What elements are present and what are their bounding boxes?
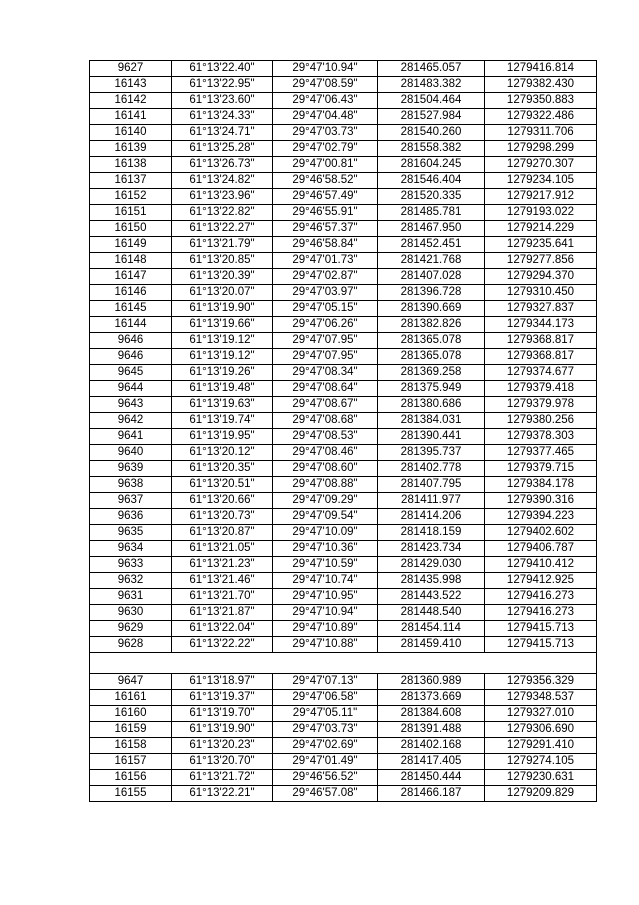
latitude-cell: 61°13'26.73" <box>172 157 273 173</box>
northing-cell: 1279368.817 <box>485 333 597 349</box>
table-row <box>90 381 597 397</box>
northing-cell: 1279277.856 <box>485 253 597 269</box>
easting-cell: 281452.451 <box>378 237 485 253</box>
latitude-cell: 61°13'18.97" <box>172 674 273 690</box>
table-row <box>90 301 597 317</box>
northing-cell: 1279348.537 <box>485 690 597 706</box>
northing-cell: 1279270.307 <box>485 157 597 173</box>
table-row <box>90 141 597 157</box>
point-id-cell: 9640 <box>90 445 172 461</box>
northing-cell: 1279230.631 <box>485 770 597 786</box>
longitude-cell: 29°47'01.49" <box>273 754 378 770</box>
point-id-cell: 16150 <box>90 221 172 237</box>
latitude-cell: 61°13'20.07" <box>172 285 273 301</box>
point-id-cell: 16137 <box>90 173 172 189</box>
table-row <box>90 365 597 381</box>
easting-cell: 281429.030 <box>378 557 485 573</box>
table-row <box>90 770 597 786</box>
northing-cell: 1279193.022 <box>485 205 597 221</box>
table-row <box>90 786 597 802</box>
northing-cell: 1279378.303 <box>485 429 597 445</box>
easting-cell: 281402.168 <box>378 738 485 754</box>
table-row <box>90 189 597 205</box>
table-row <box>90 237 597 253</box>
table-row <box>90 173 597 189</box>
easting-cell: 281384.031 <box>378 413 485 429</box>
point-id-cell: 16140 <box>90 125 172 141</box>
longitude-cell: 29°47'08.46" <box>273 445 378 461</box>
northing-cell: 1279294.370 <box>485 269 597 285</box>
latitude-cell: 61°13'25.28" <box>172 141 273 157</box>
latitude-cell: 61°13'19.66" <box>172 317 273 333</box>
point-id-cell: 9632 <box>90 573 172 589</box>
table-row <box>90 349 597 365</box>
latitude-cell: 61°13'24.33" <box>172 109 273 125</box>
easting-cell: 281396.728 <box>378 285 485 301</box>
latitude-cell: 61°13'20.70" <box>172 754 273 770</box>
longitude-cell: 29°46'55.91" <box>273 205 378 221</box>
easting-cell: 281360.989 <box>378 674 485 690</box>
northing-cell: 1279310.450 <box>485 285 597 301</box>
northing-cell: 1279394.223 <box>485 509 597 525</box>
point-id-cell: 9643 <box>90 397 172 413</box>
coordinates-table <box>89 60 597 802</box>
latitude-cell: 61°13'22.21" <box>172 786 273 802</box>
point-id-cell: 9645 <box>90 365 172 381</box>
northing-cell: 1279368.817 <box>485 349 597 365</box>
longitude-cell: 29°47'03.73" <box>273 125 378 141</box>
northing-cell: 1279306.690 <box>485 722 597 738</box>
point-id-cell: 9646 <box>90 333 172 349</box>
northing-cell: 1279311.706 <box>485 125 597 141</box>
northing-cell: 1279214.229 <box>485 221 597 237</box>
northing-cell: 1279217.912 <box>485 189 597 205</box>
northing-cell: 1279410.412 <box>485 557 597 573</box>
table-row <box>90 573 597 589</box>
northing-cell: 1279384.178 <box>485 477 597 493</box>
easting-cell: 281466.187 <box>378 786 485 802</box>
northing-cell: 1279402.602 <box>485 525 597 541</box>
table-row <box>90 637 597 653</box>
longitude-cell: 29°47'07.95" <box>273 333 378 349</box>
northing-cell: 1279379.978 <box>485 397 597 413</box>
point-id-cell: 9636 <box>90 509 172 525</box>
northing-cell: 1279377.465 <box>485 445 597 461</box>
longitude-cell: 29°47'02.87" <box>273 269 378 285</box>
longitude-cell: 29°46'57.37" <box>273 221 378 237</box>
latitude-cell: 61°13'20.66" <box>172 493 273 509</box>
latitude-cell: 61°13'19.12" <box>172 349 273 365</box>
longitude-cell: 29°47'06.43" <box>273 93 378 109</box>
northing-cell: 1279327.010 <box>485 706 597 722</box>
table-row <box>90 125 597 141</box>
longitude-cell: 29°47'08.34" <box>273 365 378 381</box>
table-row <box>90 477 597 493</box>
longitude-cell: 29°47'10.95" <box>273 589 378 605</box>
table-row <box>90 269 597 285</box>
point-id-cell: 9638 <box>90 477 172 493</box>
table-row <box>90 445 597 461</box>
northing-cell: 1279379.418 <box>485 381 597 397</box>
latitude-cell: 61°13'21.46" <box>172 573 273 589</box>
longitude-cell: 29°47'07.13" <box>273 674 378 690</box>
point-id-cell: 16143 <box>90 77 172 93</box>
coordinates-table-body <box>90 61 597 802</box>
latitude-cell: 61°13'23.96" <box>172 189 273 205</box>
table-row <box>90 525 597 541</box>
easting-cell: 281450.444 <box>378 770 485 786</box>
easting-cell: 281365.078 <box>378 349 485 365</box>
easting-cell: 281418.159 <box>378 525 485 541</box>
latitude-cell: 61°13'19.90" <box>172 722 273 738</box>
point-id-cell: 16157 <box>90 754 172 770</box>
easting-cell: 281375.949 <box>378 381 485 397</box>
latitude-cell: 61°13'20.23" <box>172 738 273 754</box>
northing-cell: 1279406.787 <box>485 541 597 557</box>
longitude-cell: 29°47'08.60" <box>273 461 378 477</box>
easting-cell: 281558.382 <box>378 141 485 157</box>
longitude-cell: 29°47'09.54" <box>273 509 378 525</box>
latitude-cell: 61°13'21.79" <box>172 237 273 253</box>
northing-cell: 1279380.256 <box>485 413 597 429</box>
table-row <box>90 674 597 690</box>
easting-cell: 281520.335 <box>378 189 485 205</box>
longitude-cell: 29°47'02.79" <box>273 141 378 157</box>
longitude-cell: 29°46'58.84" <box>273 237 378 253</box>
latitude-cell: 61°13'20.87" <box>172 525 273 541</box>
longitude-cell: 29°47'10.09" <box>273 525 378 541</box>
northing-cell: 1279374.677 <box>485 365 597 381</box>
latitude-cell: 61°13'19.37" <box>172 690 273 706</box>
table-row <box>90 413 597 429</box>
easting-cell: 281465.057 <box>378 61 485 77</box>
latitude-cell: 61°13'21.87" <box>172 605 273 621</box>
longitude-cell: 29°47'01.73" <box>273 253 378 269</box>
point-id-cell: 9635 <box>90 525 172 541</box>
longitude-cell: 29°46'57.08" <box>273 786 378 802</box>
longitude-cell: 29°47'09.29" <box>273 493 378 509</box>
easting-cell: 281448.540 <box>378 605 485 621</box>
northing-cell: 1279390.316 <box>485 493 597 509</box>
northing-cell: 1279412.925 <box>485 573 597 589</box>
table-row <box>90 493 597 509</box>
longitude-cell: 29°47'08.67" <box>273 397 378 413</box>
table-row <box>90 253 597 269</box>
point-id-cell: 16156 <box>90 770 172 786</box>
longitude-cell: 29°47'05.11" <box>273 706 378 722</box>
longitude-cell: 29°47'07.95" <box>273 349 378 365</box>
point-id-cell: 16139 <box>90 141 172 157</box>
latitude-cell: 61°13'19.90" <box>172 301 273 317</box>
latitude-cell: 61°13'20.85" <box>172 253 273 269</box>
latitude-cell: 61°13'19.74" <box>172 413 273 429</box>
latitude-cell: 61°13'19.48" <box>172 381 273 397</box>
table-row <box>90 205 597 221</box>
longitude-cell: 29°47'10.94" <box>273 61 378 77</box>
easting-cell: 281402.778 <box>378 461 485 477</box>
easting-cell: 281527.984 <box>378 109 485 125</box>
table-row <box>90 690 597 706</box>
latitude-cell: 61°13'23.60" <box>172 93 273 109</box>
easting-cell: 281380.686 <box>378 397 485 413</box>
point-id-cell: 9642 <box>90 413 172 429</box>
point-id-cell: 9637 <box>90 493 172 509</box>
longitude-cell: 29°47'10.59" <box>273 557 378 573</box>
latitude-cell: 61°13'22.22" <box>172 637 273 653</box>
latitude-cell: 61°13'21.05" <box>172 541 273 557</box>
northing-cell: 1279416.273 <box>485 605 597 621</box>
easting-cell: 281485.781 <box>378 205 485 221</box>
latitude-cell: 61°13'19.63" <box>172 397 273 413</box>
point-id-cell: 16152 <box>90 189 172 205</box>
table-row <box>90 285 597 301</box>
latitude-cell: 61°13'20.35" <box>172 461 273 477</box>
northing-cell: 1279291.410 <box>485 738 597 754</box>
northing-cell: 1279415.713 <box>485 637 597 653</box>
easting-cell: 281504.464 <box>378 93 485 109</box>
easting-cell: 281435.998 <box>378 573 485 589</box>
longitude-cell: 29°46'58.52" <box>273 173 378 189</box>
easting-cell: 281373.669 <box>378 690 485 706</box>
longitude-cell: 29°47'08.53" <box>273 429 378 445</box>
table-row <box>90 317 597 333</box>
longitude-cell: 29°47'04.48" <box>273 109 378 125</box>
table-row <box>90 77 597 93</box>
longitude-cell: 29°47'10.36" <box>273 541 378 557</box>
latitude-cell: 61°13'19.12" <box>172 333 273 349</box>
point-id-cell: 16148 <box>90 253 172 269</box>
point-id-cell: 9646 <box>90 349 172 365</box>
point-id-cell: 16138 <box>90 157 172 173</box>
point-id-cell: 16145 <box>90 301 172 317</box>
easting-cell: 281369.258 <box>378 365 485 381</box>
easting-cell: 281390.441 <box>378 429 485 445</box>
easting-cell: 281467.950 <box>378 221 485 237</box>
point-id-cell: 16161 <box>90 690 172 706</box>
table-row <box>90 429 597 445</box>
latitude-cell: 61°13'21.23" <box>172 557 273 573</box>
point-id-cell: 16146 <box>90 285 172 301</box>
longitude-cell: 29°47'10.89" <box>273 621 378 637</box>
table-row <box>90 541 597 557</box>
northing-cell: 1279416.814 <box>485 61 597 77</box>
easting-cell: 281459.410 <box>378 637 485 653</box>
table-row <box>90 706 597 722</box>
table-row <box>90 61 597 77</box>
easting-cell: 281384.608 <box>378 706 485 722</box>
northing-cell: 1279274.105 <box>485 754 597 770</box>
table-row <box>90 93 597 109</box>
latitude-cell: 61°13'22.82" <box>172 205 273 221</box>
northing-cell: 1279356.329 <box>485 674 597 690</box>
easting-cell: 281411.977 <box>378 493 485 509</box>
latitude-cell: 61°13'22.40" <box>172 61 273 77</box>
easting-cell: 281421.768 <box>378 253 485 269</box>
latitude-cell: 61°13'20.73" <box>172 509 273 525</box>
easting-cell: 281604.245 <box>378 157 485 173</box>
longitude-cell: 29°47'10.74" <box>273 573 378 589</box>
table-row <box>90 509 597 525</box>
easting-cell: 281365.078 <box>378 333 485 349</box>
easting-cell: 281390.669 <box>378 301 485 317</box>
longitude-cell: 29°47'03.97" <box>273 285 378 301</box>
latitude-cell: 61°13'22.95" <box>172 77 273 93</box>
point-id-cell: 9639 <box>90 461 172 477</box>
easting-cell: 281407.795 <box>378 477 485 493</box>
table-row <box>90 589 597 605</box>
latitude-cell: 61°13'22.27" <box>172 221 273 237</box>
separator-row <box>90 653 597 674</box>
point-id-cell: 16147 <box>90 269 172 285</box>
table-row <box>90 738 597 754</box>
longitude-cell: 29°47'05.15" <box>273 301 378 317</box>
northing-cell: 1279382.430 <box>485 77 597 93</box>
easting-cell: 281395.737 <box>378 445 485 461</box>
longitude-cell: 29°47'10.94" <box>273 605 378 621</box>
longitude-cell: 29°47'02.69" <box>273 738 378 754</box>
table-row <box>90 557 597 573</box>
point-id-cell: 9634 <box>90 541 172 557</box>
easting-cell: 281382.826 <box>378 317 485 333</box>
point-id-cell: 9644 <box>90 381 172 397</box>
point-id-cell: 9628 <box>90 637 172 653</box>
latitude-cell: 61°13'19.26" <box>172 365 273 381</box>
longitude-cell: 29°47'08.64" <box>273 381 378 397</box>
longitude-cell: 29°47'08.68" <box>273 413 378 429</box>
easting-cell: 281423.734 <box>378 541 485 557</box>
longitude-cell: 29°47'06.26" <box>273 317 378 333</box>
table-row <box>90 605 597 621</box>
easting-cell: 281483.382 <box>378 77 485 93</box>
separator-cell <box>90 653 597 674</box>
northing-cell: 1279379.715 <box>485 461 597 477</box>
table-row <box>90 461 597 477</box>
point-id-cell: 16144 <box>90 317 172 333</box>
northing-cell: 1279234.105 <box>485 173 597 189</box>
northing-cell: 1279415.713 <box>485 621 597 637</box>
longitude-cell: 29°47'08.88" <box>273 477 378 493</box>
easting-cell: 281546.404 <box>378 173 485 189</box>
table-row <box>90 333 597 349</box>
northing-cell: 1279350.883 <box>485 93 597 109</box>
table-row <box>90 157 597 173</box>
table-row <box>90 621 597 637</box>
easting-cell: 281391.488 <box>378 722 485 738</box>
northing-cell: 1279327.837 <box>485 301 597 317</box>
latitude-cell: 61°13'19.95" <box>172 429 273 445</box>
longitude-cell: 29°47'03.73" <box>273 722 378 738</box>
table-row <box>90 109 597 125</box>
northing-cell: 1279209.829 <box>485 786 597 802</box>
point-id-cell: 16141 <box>90 109 172 125</box>
northing-cell: 1279322.486 <box>485 109 597 125</box>
longitude-cell: 29°47'10.88" <box>273 637 378 653</box>
point-id-cell: 9629 <box>90 621 172 637</box>
longitude-cell: 29°46'56.52" <box>273 770 378 786</box>
table-row <box>90 221 597 237</box>
easting-cell: 281407.028 <box>378 269 485 285</box>
latitude-cell: 61°13'20.39" <box>172 269 273 285</box>
point-id-cell: 16160 <box>90 706 172 722</box>
point-id-cell: 16142 <box>90 93 172 109</box>
latitude-cell: 61°13'20.51" <box>172 477 273 493</box>
northing-cell: 1279235.641 <box>485 237 597 253</box>
latitude-cell: 61°13'24.82" <box>172 173 273 189</box>
point-id-cell: 9633 <box>90 557 172 573</box>
point-id-cell: 9647 <box>90 674 172 690</box>
table-row <box>90 397 597 413</box>
longitude-cell: 29°47'06.58" <box>273 690 378 706</box>
point-id-cell: 16151 <box>90 205 172 221</box>
latitude-cell: 61°13'22.04" <box>172 621 273 637</box>
point-id-cell: 16149 <box>90 237 172 253</box>
longitude-cell: 29°46'57.49" <box>273 189 378 205</box>
point-id-cell: 16159 <box>90 722 172 738</box>
point-id-cell: 9630 <box>90 605 172 621</box>
easting-cell: 281417.405 <box>378 754 485 770</box>
easting-cell: 281540.260 <box>378 125 485 141</box>
latitude-cell: 61°13'21.70" <box>172 589 273 605</box>
table-row <box>90 754 597 770</box>
point-id-cell: 9631 <box>90 589 172 605</box>
point-id-cell: 16158 <box>90 738 172 754</box>
northing-cell: 1279344.173 <box>485 317 597 333</box>
easting-cell: 281443.522 <box>378 589 485 605</box>
latitude-cell: 61°13'21.72" <box>172 770 273 786</box>
latitude-cell: 61°13'20.12" <box>172 445 273 461</box>
longitude-cell: 29°47'00.81" <box>273 157 378 173</box>
table-row <box>90 722 597 738</box>
point-id-cell: 9641 <box>90 429 172 445</box>
latitude-cell: 61°13'24.71" <box>172 125 273 141</box>
point-id-cell: 9627 <box>90 61 172 77</box>
point-id-cell: 16155 <box>90 786 172 802</box>
easting-cell: 281454.114 <box>378 621 485 637</box>
northing-cell: 1279416.273 <box>485 589 597 605</box>
longitude-cell: 29°47'08.59" <box>273 77 378 93</box>
easting-cell: 281414.206 <box>378 509 485 525</box>
latitude-cell: 61°13'19.70" <box>172 706 273 722</box>
northing-cell: 1279298.299 <box>485 141 597 157</box>
